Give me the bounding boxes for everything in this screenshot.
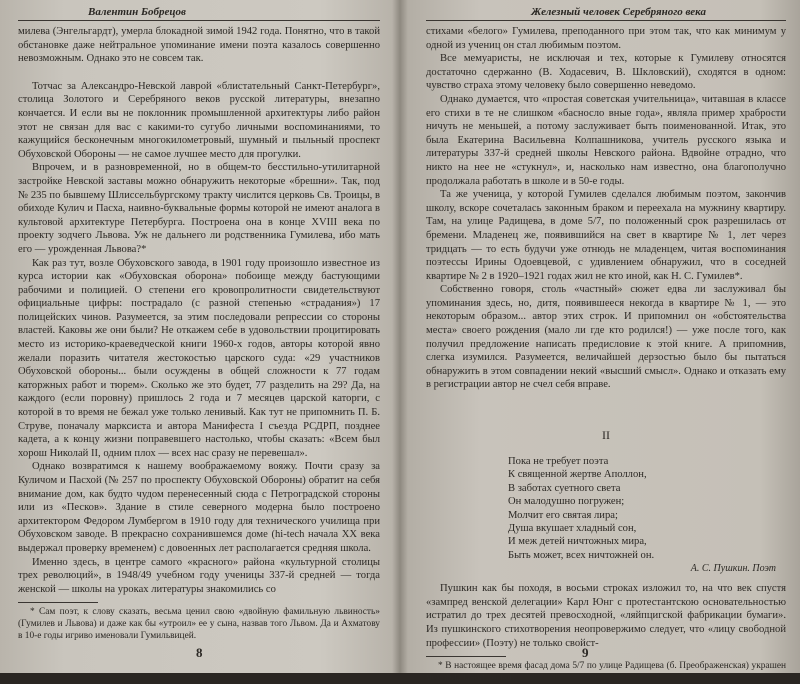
page-number-right: 9 [582,645,589,660]
footnote-rule [18,602,98,603]
footnote-right: * В настоящее время фасад дома 5/7 по улице Радищева (б. Преображенская) украшен мемориальной доской. [426,661,786,684]
right-paragraph: Собственно говоря, столь «частный» сюжет едва ли заслуживал бы упоминания здесь, но, дитя, появившееся некогда в квартире № 1, — это некоторым образом... автор этих строк. И припомнил он «обстоятельства места» своего рождения (мало ли где кто родился!) — уже после того, как получил предложение написать предисловие к этой книге. А припомнив, слегка изумился. Разумеется, величайшей дерзостью было бы пытаться обнаружить в этом совпадении некий «высший смысл». Однако и отказать ему в регистрации автор не счел себя вправе. [426,284,786,391]
footnote-left: * Сам поэт, к слову сказать, весьма ценил свою «двойную фамильную львиность» (Гумилев и Львова) и даже как бы «утроил» ее у сына, назвав того Львом. Да и Ахматову в 10-е годы игриво именовали Гумильвицей. [18,607,380,642]
right-paragraph: Та же ученица, у которой Гумилев сделался любимым поэтом, закончив школу, вскоре сочеталась законным браком и переехала на мужнину квартиру. Там, на улице Радищева, в доме 5/7, по положенный срок разрешилась от бремени. Младенец же, появившийся на свет в квартире № 1, лет через тридцать — то есть будучи уже отнюдь не младенцем, читая воспоминания поэтессы Ирины Одоевцевой, с удивлением обнаружил, что в соседней квартире № 2 в 1920–1921 годах жил не кто иной, как Н. С. Гумилев*. [426,189,786,282]
right-paragraph: Пушкин как бы походя, в восьми строках изложил то, на что век спустя «зампред венской делегации» Карл Юнг с протестантскою основательностью истратил до трех десятей превосходной, «ляйпцигской фабрикации бумаги». Из пушкинского стихотворения неопровержимо следует, что «лицу свободной профессии» (Поэту) не только свойст- [426,583,786,649]
left-body [18,25,380,596]
poem-line: Быть может, всех ничтожней он. [508,549,655,561]
poem-line: Молчит его святая лира; [508,509,618,521]
right-body [426,25,786,392]
running-head-right: Железный человек Серебряного века [426,6,786,21]
right-page [402,0,800,684]
section-number: II [602,428,610,443]
left-page [0,0,398,673]
poem-attribution: А. С. Пушкин. Поэт [690,563,776,575]
left-paragraph: Впрочем, и в разновременной, но в общем-то бесстильно-утилитарной застройке Невской заставы можно обнаружить некоторые «брешни». Так, под № 235 по бывшему Шлиссельбургскому тракту числится церковь Св. Троицы, в обиходе Кулич и Пасха, наивно-буквальные формы которой не имеют аналога в культовой архитектуре Петербурга. Построена она в конце XVIII века по проекту зодчего Львова. Уж не дальнего ли родственника Гумилева, ибо мать его — урожденная Львова?* [18,162,380,255]
right-body-after-poem [426,582,786,650]
right-paragraph: стихами «белого» Гумилева, преподанного при этом так, что как минимум у одной из учениц он стал любимым поэтом. [426,26,786,51]
left-paragraph: милева (Энгельгардт), умерла блокадной зимой 1942 года. Понятно, что в такой обстановке даже нейтральное упоминание имени поэта казалось совершенно невозможным. Однако это не совсем так. [18,26,380,65]
epigraph-poem [508,455,786,562]
poem-line: И меж детей ничтожных мира, [508,536,647,548]
page-number-left: 8 [196,645,203,660]
poem-line: Пока не требует поэта [508,456,609,468]
poem-line: К священной жертве Аполлон, [508,469,647,481]
footnote-rule [426,656,506,657]
right-paragraph: Все мемуаристы, не исключая и тех, которые к Гумилеву относятся достаточно сдержанно (В. Ходасевич, В. Шкловский), сходятся в одном: чувство страха этому человеку было совершенно неведомо. [426,53,786,92]
running-head-left: Валентин Бобрецов [18,6,380,21]
paragraph-gap [18,66,380,80]
poem-line: Душа вкушает хладный сон, [508,523,637,535]
left-paragraph: Как раз тут, возле Обуховского завода, в 1901 году произошло известное из курса истории как «Обуховская оборона» побоище между бастующими рабочими и полицией. О степени его кровопролитности свидетельствуют официальные цифры: пострадало (с разной степенью «страдания») 17 полицейских чинов. Разумеется, за этим последовали репрессии со стороны властей. Каковы же они были? Не откажем себе в удовольствии процитировать место из историко-краеведческой книги 1960-х годов, авторы которой явно желали поразить читателя жестокостью царского суда: «29 участников Обуховской обороны... были осуждены в общей сложности к 77 годам каторжных работ и тюрем». Сколько же это будет, 77 разделить на 29? Да, на каждого (если поровну) пришлось 2 года и 7 месяцев царской каторги, с которой в то время не бежал уже только ленивый. Как тут не припомнить П. Б. Струве, поначалу марксиста и автора Манифеста I съезда РСДРП, позднее кадета, а к концу жизни поправевшего настолько, чтобы сказать: «Всем был хорош Николай II, одним плох — всех нас сразу не перевешал». [18,257,380,459]
poem-line: В заботах суетного света [508,482,621,494]
poem-line: Он малодушно погружен; [508,496,625,508]
left-paragraph: Тотчас за Александро-Невской лаврой «блистательный Санкт-Петербург», столица Золотого и Серебряного веков русской литературы, внезапно кончается. И если вы не поклонник промышленной архитектуры либо район этот не связан для вас с какими-то сугубо личными воспоминаниями, то кажущийся бесконечным многокилометровый, шумный и пыльный проспект Обуховской Обороны — не самое лучшее место для прогулки. [18,80,380,160]
right-paragraph: Однако думается, что «простая советская учительница», читавшая в классе его стихи в те не слишком «басносло вные года», являла пример храбрости ничуть не меньшей, а потому заслуживает быть поименованной. Итак, это была Екатерина Васильевна Колпашникова, учитель русского языка и литературы 337-й средней школы Невского района. Вдвойне отрадно, что никто на нее не «стукнул», и, насколько нам известно, она благополучно продолжала работать в школе и в 50-е годы. [426,93,786,187]
left-paragraph: Именно здесь, в центре самого «красного» района «культурной столицы трех революций», в 1948/49 учебном году ученицы 337-й средней — тогда женской — школы на уроках литературы знакомились со [18,556,380,595]
left-paragraph: Однако возвратимся к нашему воображаемому вояжу. Почти сразу за Куличом и Пасхой (№ 257 по проспекту Обуховской Обороны) обратит на себя внимание дом, как будто чудом перенесенный сюда с Петроградской стороны или из «Песков». Здание в стиле северного модерна было построено архитектором Федором Лумбергом в 1910 году для технического училища при Обуховском заводе. В прекрасно сохранившемся доме (hi-tech начала XX века выдержал проверку временем) с довоенных лет располагается средняя школа. [18,461,380,554]
